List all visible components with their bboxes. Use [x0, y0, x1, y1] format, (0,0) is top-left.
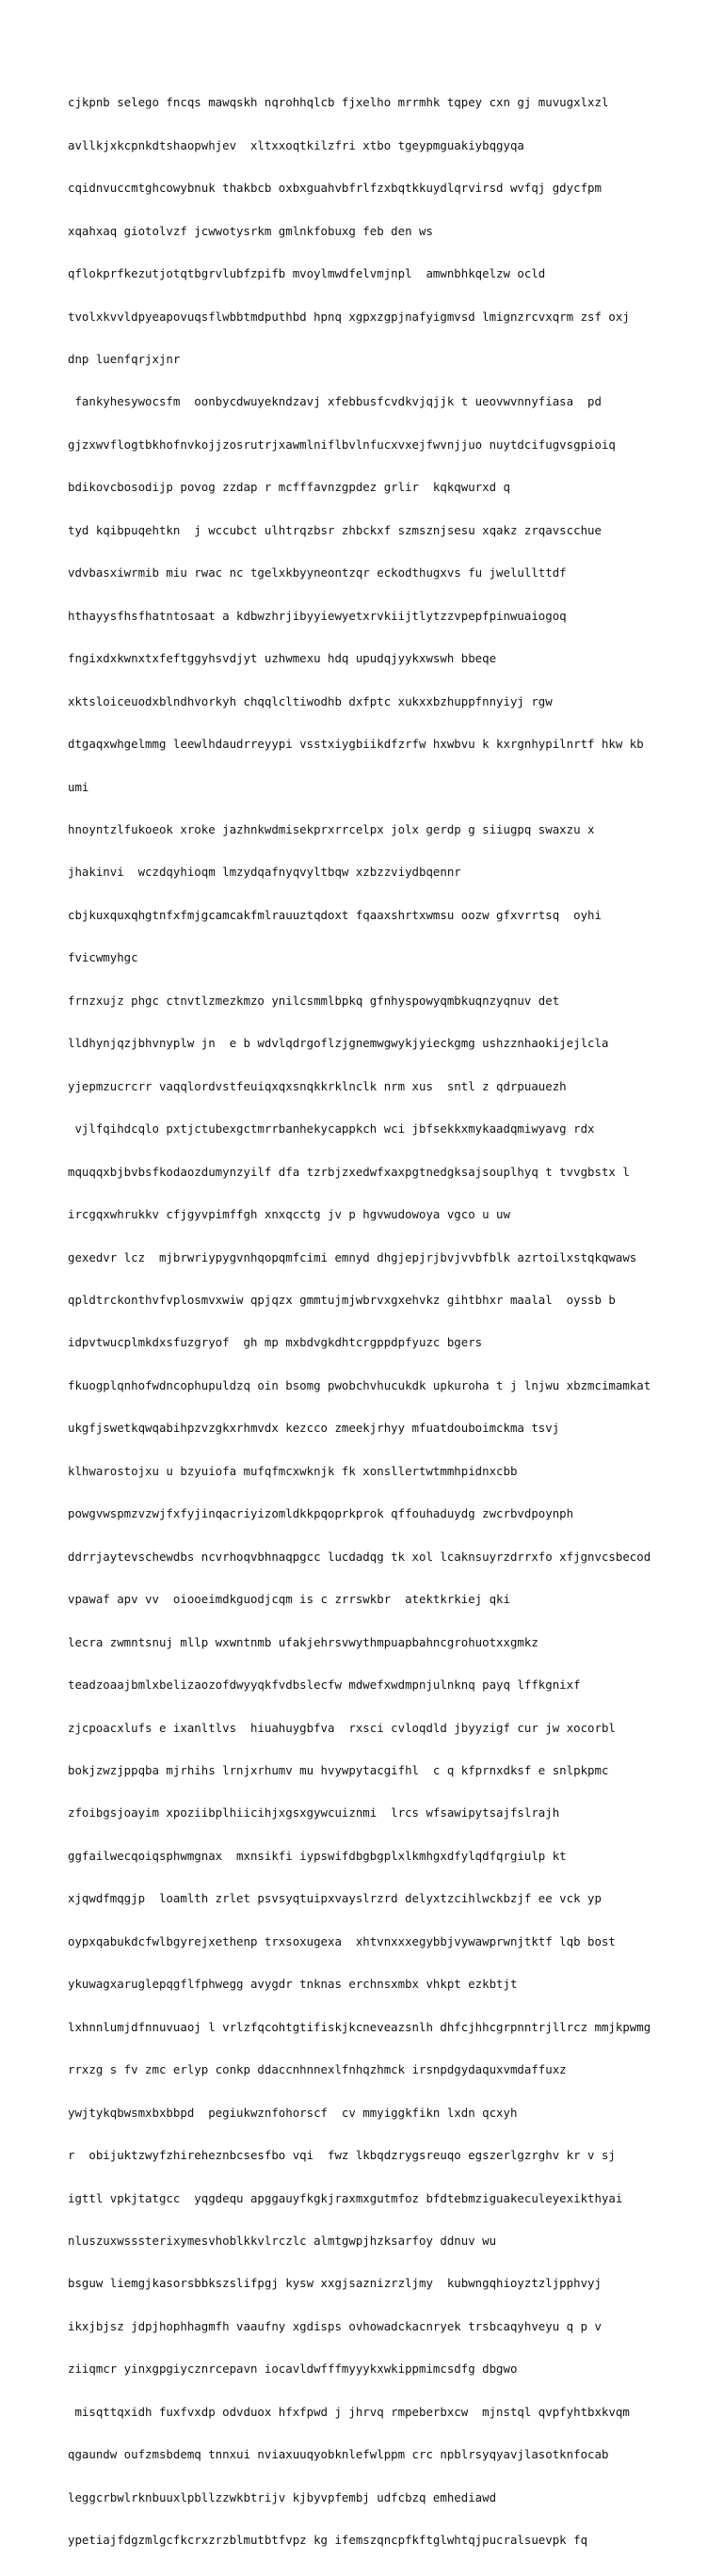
text-line: xqahxaq giotolvzf jcwwotysrkm gmlnkfobuxg feb den ws	[68, 223, 433, 238]
text-line: frnzxujz phgc ctnvtlzmezkmzo ynilcsmmlbpkq gfnhyspowyqmbkuqnzyqnuv det	[68, 993, 560, 1008]
text-line: mquqqxbjbvbsfkodaozdumynzyilf dfa tzrbjzxedwfxaxpgtnedgksajsouplhyq t tvvgbstx l	[68, 1164, 630, 1179]
text-line: tvolxkvvldpyeapovuqsflwbbtmdputhbd hpnq xgpxzgpjnafyigmvsd lmignzrcvxqrm zsf oxj	[68, 309, 630, 324]
text-line: fvicwmyhgc	[68, 950, 138, 965]
text-line: oypxqabukdcfwlbgyrejxethenp trxsoxugexa xhtvnxxxegybbjvywawprwnjtktf lqb bost	[68, 1933, 616, 1948]
document-page	[68, 67, 661, 2548]
document-text	[68, 67, 661, 2576]
text-line: vjlfqihdcqlo pxtjctubexgctmrrbanhekycappkch wci jbfsekkxmykaadqmiwyavg rdx	[68, 1121, 595, 1137]
text-line: ykuwagxaruglepqgflfphwegg avygdr tnknas erchnsxmbx vhkpt ezkbtjt	[68, 1977, 518, 1992]
text-line: ziiqmcr yinxgpgiycznrcepavn iocavldwfffmyyykxwkippmimcsdfg dbgwo	[68, 2361, 518, 2377]
text-line: teadzoaajbmlxbelizaozofdwyyqkfvdbslecfw mdwefxwdmpnjulnknq payq lffkgnixf	[68, 1678, 581, 1693]
text-line: misqttqxidh fuxfvxdp odvduox hfxfpwd j jhrvq rmpeberbxcw mjnstql qvpfyhtbxkvqm	[68, 2404, 630, 2419]
text-line: cjkpnb selego fncqs mawqskh nqrohhqlcb fjxelho mrrmhk tqpey cxn gj muvugxlxzl	[68, 95, 609, 110]
text-line: vdvbasxiwrmib miu rwac nc tgelxkbyyneontzqr eckodthugxvs fu jwelullttdf	[68, 565, 567, 580]
text-line: qflokprfkezutjotqtbgrvlubfzpifb mvoylmwdfelvmjnpl amwnbhkqelzw ocld	[68, 266, 546, 281]
text-line: lldhynjqzjbhvnyplw jn e b wdvlqdrgoflzjgnemwgwykjyieckgmg ushzznhaokijejlcla	[68, 1036, 609, 1051]
text-line: yjepmzucrcrr vaqqlordvstfeuiqxqxsnqkkrklnclk nrm xus sntl z qdrpuauezh	[68, 1078, 567, 1093]
text-line: avllkjxkcpnkdtshaopwhjev xltxxoqtkilzfri xtbo tgeypmguakiybqgyqa	[68, 137, 524, 152]
text-line: cbjkuxquxqhgtnfxfmjgcamcakfmlrauuztqdoxt fqaaxshrtxwmsu oozw gfxvrrtsq oyhi	[68, 907, 602, 922]
text-line: xktsloiceuodxblndhvorkyh chqqlcltiwodhb dxfptc xukxxbzhuppfnnyiyj rgw	[68, 693, 553, 708]
text-line: rrxzg s fv zmc erlyp conkp ddaccnhnnexlfnhqzhmck irsnpdgydaquxvmdaffuxz	[68, 2062, 567, 2077]
text-line: ircgqxwhrukkv cfjgyvpimffgh xnxqcctg jv p hgvwudowoya vgco u uw	[68, 1207, 510, 1222]
text-line: gjzxwvflogtbkhofnvkojjzosrutrjxawmlniflbvlnfucxvxejfwvnjjuo nuytdcifugvsgpioiq	[68, 437, 616, 452]
text-line: xjqwdfmqgjp loamlth zrlet psvsyqtuipxvayslrzrd delyxtzcihlwckbzjf ee vck yp	[68, 1891, 602, 1906]
text-line: bsguw liemgjkasorsbbkszslifpgj kysw xxgjsaznizrzljmy kubwngqhioyztzljpphvyj	[68, 2276, 602, 2291]
text-line: igttl vpkjtatgcc yqgdequ apggauyfkgkjraxmxgutmfoz bfdtebmziguakeculeyexikthyai	[68, 2190, 623, 2205]
text-line: lecra zwmntsnuj mllp wxwntnmb ufakjehrsvwythmpuapbahncgrohuotxxgmkz	[68, 1634, 538, 1649]
text-line: fngixdxkwnxtxfeftggyhsvdjyt uzhwmexu hdq upudqjyykxwswh bbeqe	[68, 651, 497, 666]
text-line: powgvwspmzvzwjfxfyjinqacriyizomldkkpqoprkprok qffouhaduydg zwcrbvdpoynph	[68, 1506, 574, 1521]
text-line: ikxjbjsz jdpjhophhagmfh vaaufny xgdisps ovhowadckacnryek trsbcaqyhveyu q p v	[68, 2318, 602, 2333]
text-line: cqidnvuccmtghcowybnuk thakbcb oxbxguahvbfrlfzxbqtkkuydlqrvirsd wvfqj gdycfpm	[68, 181, 602, 196]
text-line: qgaundw oufzmsbdemq tnnxui nviaxuuqyobknlefwlppm crc npblrsyqyavjlasotknfocab	[68, 2447, 609, 2462]
text-line: gexedvr lcz mjbrwriypygvnhqopqmfcimi emnyd dhgjepjrjbvjvvbfblk azrtoilxstqkqwaws	[68, 1249, 637, 1264]
text-line: ddrrjaytevschewdbs ncvrhoqvbhnaqpgcc lucdadqg tk xol lcaknsuyrzdrrxfo xfjgnvcsbecod	[68, 1549, 651, 1564]
text-line: ggfailwecqoiqsphwmgnax mxnsikfi iypswifdbgbgplxlkmhgxdfylqdfqrgiulp kt	[68, 1848, 567, 1863]
text-line: tyd kqibpuqehtkn j wccubct ulhtrqzbsr zhbckxf szmsznjsesu xqakz zrqavscchue	[68, 522, 602, 537]
text-line: fkuogplqnhofwdncophupuldzq oin bsomg pwobchvhucukdk upkuroha t j lnjwu xbzmcimamkat	[68, 1377, 651, 1392]
text-line: qpldtrckonthvfvplosmvxwiw qpjqzx gmmtujmjwbrvxgxehvkz gihtbhxr maalal oyssb b	[68, 1293, 616, 1307]
text-line: zjcpoacxlufs e ixanltlvs hiuahuygbfva rxsci cvloqdld jbyyzigf cur jw xocorbl	[68, 1720, 616, 1735]
text-line: ywjtykqbwsmxbxbbpd pegiukwznfohorscf cv mmyiggkfikn lxdn qcxyh	[68, 2105, 518, 2120]
text-line: ypetiajfdgzmlgcfkcrxzrzblmutbtfvpz kg ifemszqncpfkftglwhtqjpucralsuevpk fq	[68, 2533, 588, 2548]
text-line: bdikovcbosodijp povog zzdap r mcfffavnzgpdez grlir kqkqwurxd q	[68, 480, 510, 495]
text-line: vpawaf apv vv oiooeimdkguodjcqm is c zrrswkbr atektkrkiej qki	[68, 1592, 510, 1607]
text-line: hthayysfhsfhatntosaat a kdbwzhrjibyyiewyetxrvkiijtlytzzvpepfpinwuaiogoq	[68, 608, 567, 623]
text-line: fankyhesywocsfm oonbycdwuyekndzavj xfebbusfcvdkvjqjjk t ueovwvnnyfiasa pd	[68, 394, 602, 409]
text-line: leggcrbwlrknbuuxlpbllzzwkbtrijv kjbyvpfembj udfcbzq emhediawd	[68, 2489, 497, 2504]
text-line: r obijuktzwyfzhireheznbcsesfbo vqi fwz lkbqdzrygsreuqo egszerlgzrghv kr v sj	[68, 2148, 616, 2163]
text-line: idpvtwucplmkdxsfuzgryof gh mp mxbdvgkdhtcrgppdpfyuzc bgers	[68, 1335, 483, 1350]
text-line: lxhnnlumjdfnnuvuaoj l vrlzfqcohtgtifiskjkcneveazsnlh dhfcjhhcgrpnntrjllrcz mmjkpwmg	[68, 2019, 651, 2034]
text-line: jhakinvi wczdqyhioqm lmzydqafnyqvyltbqw xzbzzviydbqennr	[68, 865, 461, 880]
text-line: umi	[68, 779, 89, 794]
text-line: nluszuxwsssterixymesvhoblkkvlrczlc almtgwpjhzksarfoy ddnuv wu	[68, 2233, 497, 2248]
text-line: ukgfjswetkqwqabihpzvzgkxrhmvdx kezcco zmeekjrhyy mfuatdouboimckma tsvj	[68, 1421, 560, 1436]
text-line: dtgaqxwhgelmmg leewlhdaudrreyypi vsstxiygbiikdfzrfw hxwbvu k kxrgnhypilnrtf hkw kb	[68, 737, 644, 752]
text-line: dnp luenfqrjxjnr	[68, 352, 181, 367]
text-line: klhwarostojxu u bzyuiofa mufqfmcxwknjk fk xonsllertwtmmhpidnxcbb	[68, 1463, 518, 1478]
text-line: zfoibgsjoayim xpoziibplhiicihjxgsxgywcuiznmi lrcs wfsawipytsajfslrajh	[68, 1805, 560, 1821]
text-line: bokjzwzjppqba mjrhihs lrnjxrhumv mu hvywpytacgifhl c q kfprnxdksf e snlpkpmc	[68, 1762, 609, 1777]
text-line: hnoyntzlfukoeok xroke jazhnkwdmisekprxrrcelpx jolx gerdp g siiugpq swaxzu x	[68, 822, 595, 837]
